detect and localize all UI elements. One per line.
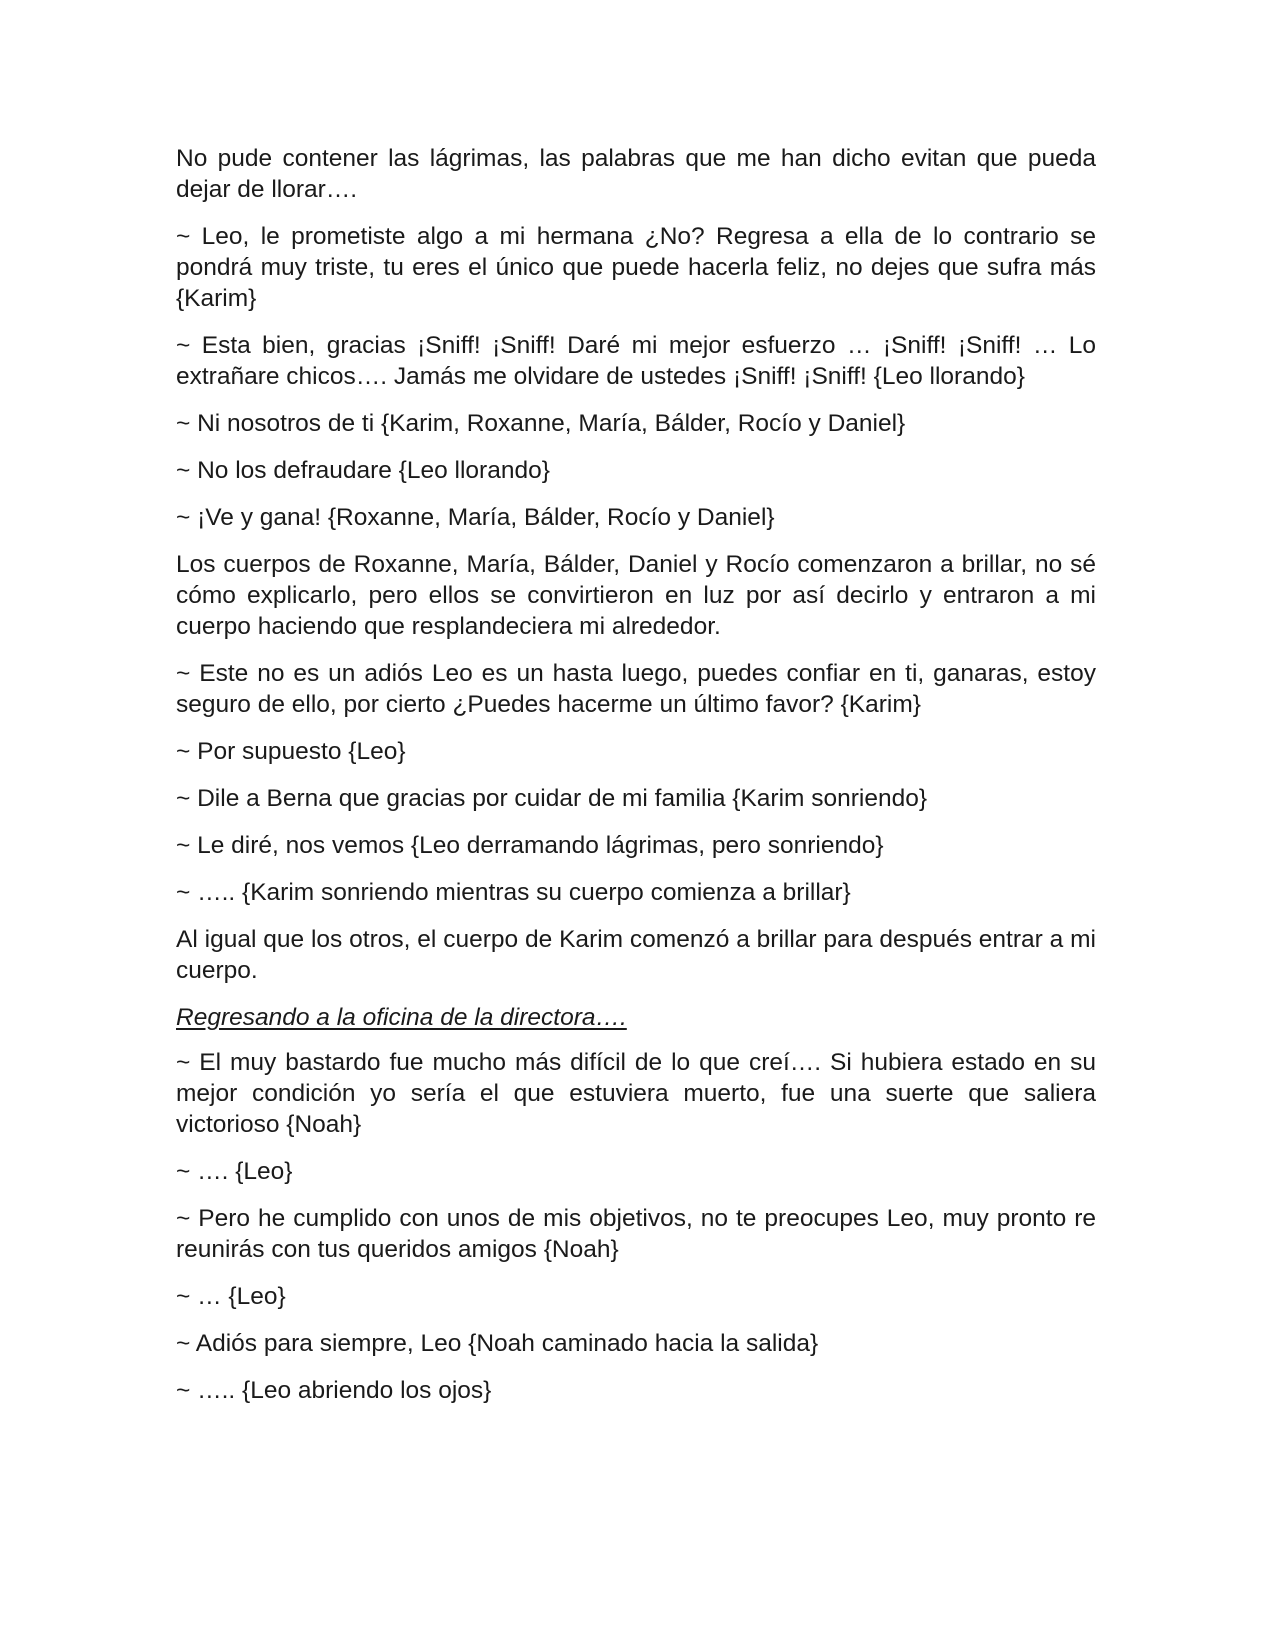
dialogue-line: ~ Esta bien, gracias ¡Sniff! ¡Sniff! Daré mi mejor esfuerzo … ¡Sniff! ¡Sniff! … Lo extrañare chicos…. Jamás me olvidare de ustedes ¡Sniff! ¡Sniff! {Leo llorando} xyxy=(176,332,1096,390)
dialogue-line: ~ Adiós para siempre, Leo {Noah caminado hacia la salida} xyxy=(176,1330,819,1357)
dialogue-line: ~ Por supuesto {Leo} xyxy=(176,738,406,765)
dialogue-line: ~ ….. {Leo abriendo los ojos} xyxy=(176,1377,492,1404)
dialogue-line: ~ … {Leo} xyxy=(176,1283,286,1310)
dialogue-line: ~ No los defraudare {Leo llorando} xyxy=(176,457,550,484)
section-heading: Regresando a la oficina de la directora…. xyxy=(176,1004,627,1031)
dialogue-line: ~ ¡Ve y gana! {Roxanne, María, Bálder, Rocío y Daniel} xyxy=(176,504,775,531)
dialogue-line: ~ El muy bastardo fue mucho más difícil de lo que creí…. Si hubiera estado en su mejor condición yo sería el que estuviera muerto, fue una suerte que saliera victorioso {Noah} xyxy=(176,1049,1096,1138)
dialogue-line: ~ Leo, le prometiste algo a mi hermana ¿No? Regresa a ella de lo contrario se pondrá muy triste, tu eres el único que puede hacerla feliz, no dejes que sufra más {Karim} xyxy=(176,223,1096,312)
dialogue-line: ~ Pero he cumplido con unos de mis objetivos, no te preocupes Leo, muy pronto re reunirás con tus queridos amigos {Noah} xyxy=(176,1205,1096,1263)
dialogue-line: ~ Dile a Berna que gracias por cuidar de mi familia {Karim sonriendo} xyxy=(176,785,928,812)
narration-paragraph: Al igual que los otros, el cuerpo de Karim comenzó a brillar para después entrar a mi cuerpo. xyxy=(176,926,1096,984)
dialogue-line: ~ Este no es un adiós Leo es un hasta luego, puedes confiar en ti, ganaras, estoy seguro de ello, por cierto ¿Puedes hacerme un último favor? {Karim} xyxy=(176,660,1096,718)
narration-paragraph: No pude contener las lágrimas, las palabras que me han dicho evitan que pueda dejar de llorar…. xyxy=(176,145,1096,203)
dialogue-line: ~ Le diré, nos vemos {Leo derramando lágrimas, pero sonriendo} xyxy=(176,832,884,859)
dialogue-line: ~ ….. {Karim sonriendo mientras su cuerpo comienza a brillar} xyxy=(176,879,851,906)
document-page xyxy=(176,143,1096,1422)
dialogue-line: ~ …. {Leo} xyxy=(176,1158,293,1185)
narration-paragraph: Los cuerpos de Roxanne, María, Bálder, Daniel y Rocío comenzaron a brillar, no sé cómo explicarlo, pero ellos se convirtieron en luz por así decirlo y entraron a mi cuerpo haciendo que resplandeciera mi alrededor. xyxy=(176,551,1096,640)
dialogue-line: ~ Ni nosotros de ti {Karim, Roxanne, María, Bálder, Rocío y Daniel} xyxy=(176,410,906,437)
